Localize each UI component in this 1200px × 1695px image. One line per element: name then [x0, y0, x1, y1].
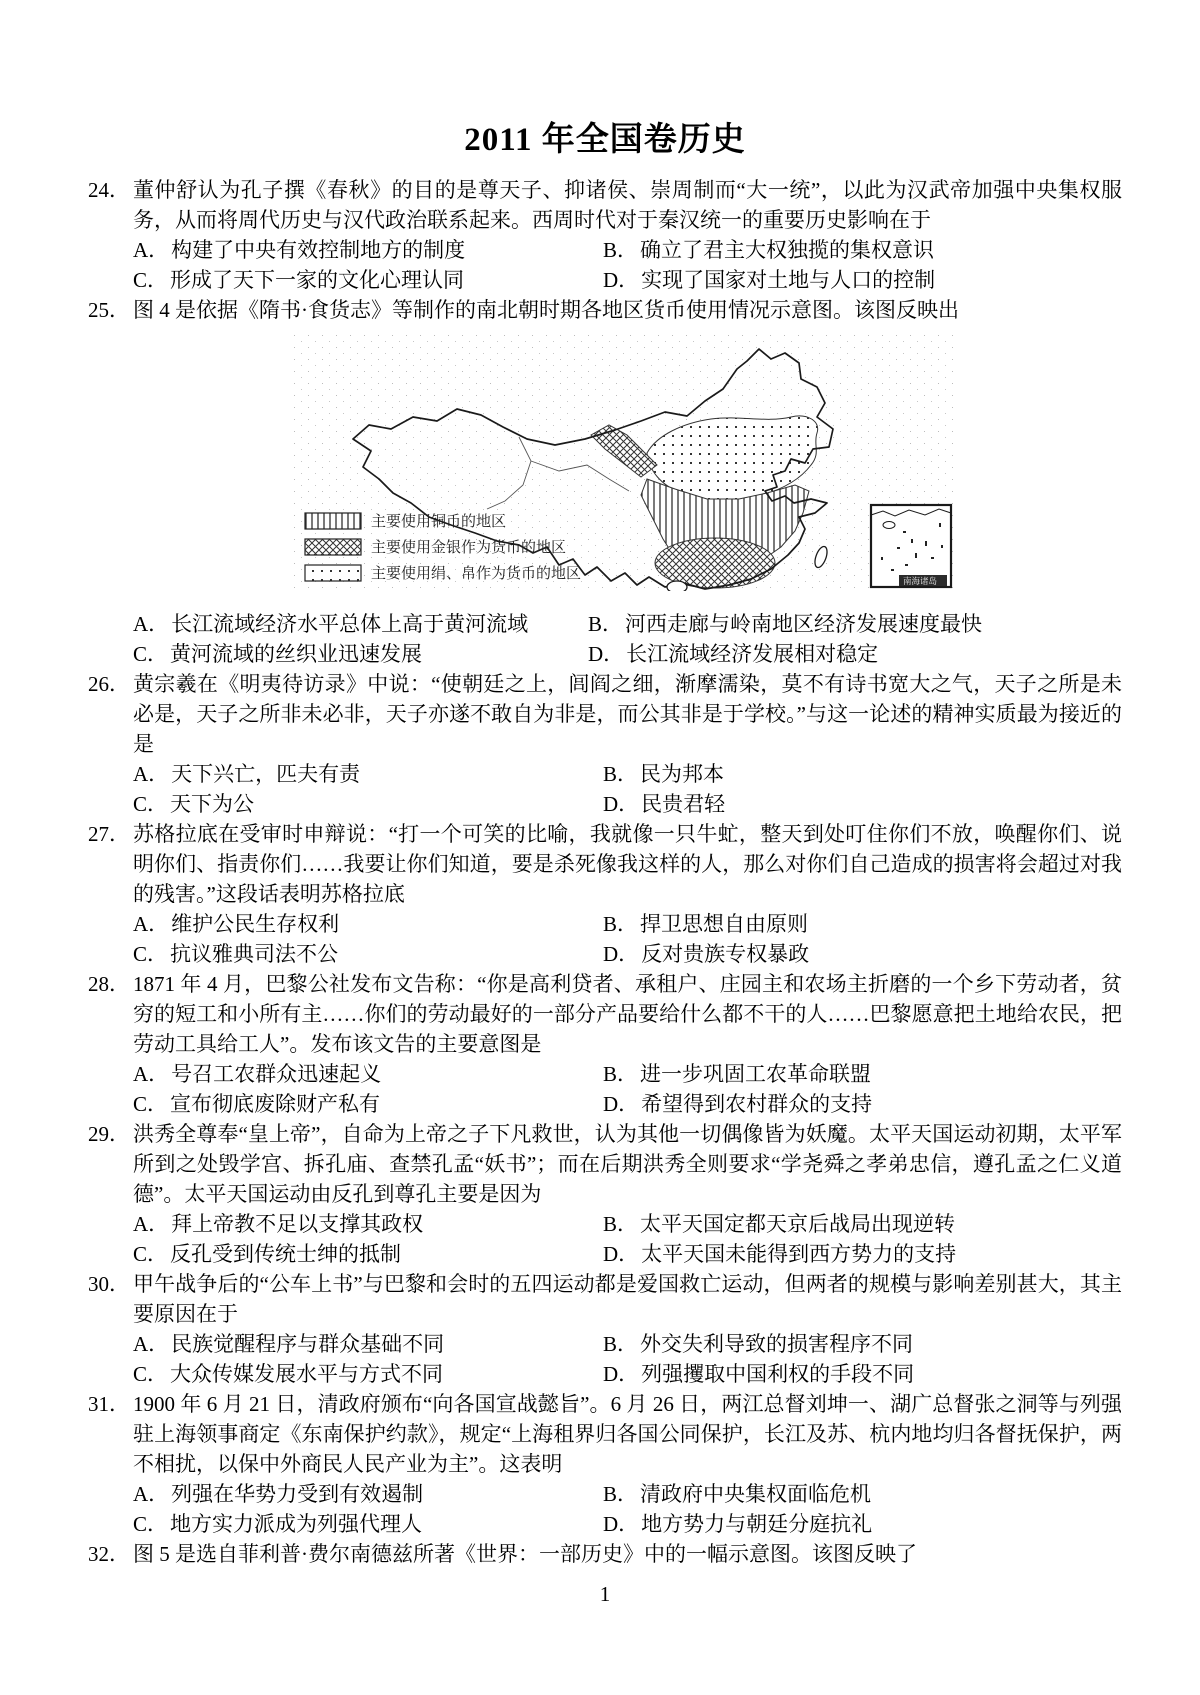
question-number: 27．: [88, 822, 130, 846]
question-stem: 洪秀全尊奉“皇上帝”，自命为上帝之子下凡救世，认为其他一切偶像皆为妖魔。太平天国运动初期，太平军所到之处毁学宫、拆孔庙、查禁孔孟“妖书”；而在后期洪秀全则要求“学尧舜之孝弟忠信，遵孔孟之仁义道德”。太平天国运动由反孔到尊孔主要是因为: [133, 1122, 1122, 1206]
option-text: 民为邦本: [640, 762, 725, 786]
option-text: 宣布彻底废除财产私有: [170, 1092, 381, 1116]
option-text: 太平天国未能得到西方势力的支持: [641, 1242, 957, 1266]
option-text: 天下为公: [170, 792, 255, 816]
question-number: 25．: [88, 298, 130, 322]
gold-silver-region-lingnan: [655, 538, 775, 588]
question-stem: 甲午战争后的“公车上书”与巴黎和会时的五四运动都是爱国救亡运动，但两者的规模与影响差别甚大，其主要原因在于: [133, 1272, 1122, 1326]
options: [133, 909, 1122, 969]
option-text: 反孔受到传统士绅的抵制: [170, 1242, 402, 1266]
legend-swatch-gold-silver: [305, 539, 361, 555]
option-d: D．列强攫取中国利权的手段不同: [603, 1362, 915, 1386]
question-stem: 图 5 是选自菲利普·费尔南德兹所著《世界：一部历史》中的一幅示意图。该图反映了: [133, 1542, 917, 1566]
question-27: [88, 819, 1122, 969]
question-number: 28．: [88, 972, 130, 996]
question-stem: 1871 年 4 月，巴黎公社发布文告称：“你是高利贷者、承租户、庄园主和农场主折磨的一个乡下劳动者，贫穷的短工和小所有主……你们的劳动最好的一部分产品要给什么都不干的人……巴黎愿意把土地给农民，把劳动工具给工人”。发布该文告的主要意图是: [133, 972, 1122, 1056]
legend-swatch-silk: [305, 565, 361, 581]
option-text: 号召工农群众迅速起义: [171, 1062, 382, 1086]
option-text: 天下兴亡，匹夫有责: [171, 762, 361, 786]
question-stem: 苏格拉底在受审时申辩说：“打一个可笑的比喻，我就像一只牛虻，整天到处叮住你们不放，唤醒你们、说明你们、指责你们……我要让你们知道，要是杀死像我这样的人，那么对你们自己造成的损害将会超过对我的残害。”这段话表明苏格拉底: [133, 822, 1122, 906]
option-text: 反对贵族专权暴政: [641, 942, 810, 966]
option-b: B．河西走廊与岭南地区经济发展速度最快: [588, 612, 983, 636]
option-a: A．号召工农群众迅速起义: [133, 1062, 382, 1086]
option-d: D．长江流域经济发展相对稳定: [588, 642, 879, 666]
map-figure: [291, 333, 1122, 599]
question-number: 24．: [88, 178, 130, 202]
question-32: [88, 1539, 1122, 1569]
option-text: 河西走廊与岭南地区经济发展速度最快: [625, 612, 983, 636]
option-text: 进一步巩固工农革命联盟: [640, 1062, 872, 1086]
option-text: 确立了君主大权独揽的集权意识: [640, 238, 935, 262]
option-text: 列强攫取中国利权的手段不同: [641, 1362, 915, 1386]
option-text: 构建了中央有效控制地方的制度: [171, 238, 466, 262]
option-text: 长江流域经济水平总体上高于黄河流域: [171, 612, 529, 636]
option-text: 太平天国定都天京后战局出现逆转: [640, 1212, 956, 1236]
options: [133, 759, 1122, 819]
option-text: 长江流域经济发展相对稳定: [626, 642, 879, 666]
options: [133, 235, 1122, 295]
legend-label-gold-silver: 主要使用金银作为货币的地区: [371, 540, 567, 556]
option-d: D．太平天国未能得到西方势力的支持: [603, 1242, 957, 1266]
inset-island: [883, 522, 895, 529]
inset-label: 南海诸岛: [903, 576, 938, 586]
question-stem: 黄宗羲在《明夷待访录》中说：“使朝廷之上，闾阎之细，渐摩濡染，莫不有诗书宽大之气，天子之所是未必是，天子之所非未必非，天子亦遂不敢自为非是，而公其非是于学校。”与这一论述的精神实质最为接近的是: [133, 672, 1122, 756]
option-a: A．长江流域经济水平总体上高于黄河流域: [133, 612, 529, 636]
question-30: [88, 1269, 1122, 1389]
option-text: 捍卫思想自由原则: [640, 912, 809, 936]
options: [133, 1059, 1122, 1119]
options: [133, 1209, 1122, 1269]
option-text: 抗议雅典司法不公: [170, 942, 339, 966]
options: [133, 609, 1122, 669]
option-c: C．形成了天下一家的文化心理认同: [133, 268, 465, 292]
option-d: D．民贵君轻: [603, 792, 726, 816]
question-stem: 董仲舒认为孔子撰《春秋》的目的是尊天子、抑诸侯、崇周制而“大一统”，以此为汉武帝加强中央集权服务，从而将周代历史与汉代政治联系起来。西周时代对于秦汉统一的重要历史影响在于: [133, 178, 1122, 232]
option-text: 民贵君轻: [641, 792, 726, 816]
options: [133, 1329, 1122, 1389]
page-title: 2011 年全国卷历史: [464, 122, 746, 158]
option-d: D．实现了国家对土地与人口的控制: [603, 268, 936, 292]
option-text: 外交失利导致的损害程序不同: [640, 1332, 914, 1356]
option-text: 民族觉醒程序与群众基础不同: [171, 1332, 445, 1356]
south-china-sea-inset: [871, 505, 951, 587]
question-29: [88, 1119, 1122, 1269]
question-28: [88, 969, 1122, 1119]
option-text: 维护公民生存权利: [171, 912, 340, 936]
option-text: 列强在华势力受到有效遏制: [171, 1482, 424, 1506]
option-c: C．抗议雅典司法不公: [133, 942, 339, 966]
options: [133, 1479, 1122, 1539]
option-b: B．太平天国定都天京后战局出现逆转: [603, 1212, 956, 1236]
option-b: B．民为邦本: [603, 762, 725, 786]
question-number: 31．: [88, 1392, 130, 1416]
china-currency-map: [291, 333, 956, 591]
legend-label-copper: 主要使用铜币的地区: [371, 514, 507, 530]
option-d: D．希望得到农村群众的支持: [603, 1092, 873, 1116]
option-c: C．黄河流域的丝织业迅速发展: [133, 642, 423, 666]
question-number: 29．: [88, 1122, 130, 1146]
option-text: 形成了天下一家的文化心理认同: [170, 268, 465, 292]
option-d: D．地方势力与朝廷分庭抗礼: [603, 1512, 873, 1536]
option-c: C．宣布彻底废除财产私有: [133, 1092, 381, 1116]
option-b: B．外交失利导致的损害程序不同: [603, 1332, 914, 1356]
option-a: A．列强在华势力受到有效遏制: [133, 1482, 424, 1506]
question-25: [88, 295, 1122, 669]
option-c: C．天下为公: [133, 792, 255, 816]
option-text: 希望得到农村群众的支持: [641, 1092, 873, 1116]
legend-label-silk: 主要使用绢、帛作为货币的地区: [371, 566, 582, 582]
page-number: 1: [599, 1582, 611, 1606]
option-a: A．拜上帝教不足以支撑其政权: [133, 1212, 424, 1236]
option-text: 地方势力与朝廷分庭抗礼: [641, 1512, 873, 1536]
option-text: 大众传媒发展水平与方式不同: [170, 1362, 444, 1386]
question-number: 30．: [88, 1272, 130, 1296]
legend-swatch-copper: [305, 513, 361, 529]
option-b: B．进一步巩固工农革命联盟: [603, 1062, 872, 1086]
option-b: B．捍卫思想自由原则: [603, 912, 809, 936]
option-a: A．构建了中央有效控制地方的制度: [133, 238, 466, 262]
option-text: 拜上帝教不足以支撑其政权: [171, 1212, 424, 1236]
question-31: [88, 1389, 1122, 1539]
option-b: B．确立了君主大权独揽的集权意识: [603, 238, 935, 262]
option-text: 清政府中央集权面临危机: [640, 1482, 872, 1506]
option-text: 实现了国家对土地与人口的控制: [641, 268, 936, 292]
question-26: [88, 669, 1122, 819]
option-c: C．反孔受到传统士绅的抵制: [133, 1242, 402, 1266]
hainan-island: [667, 581, 687, 591]
option-c: C．大众传媒发展水平与方式不同: [133, 1362, 444, 1386]
option-c: C．地方实力派成为列强代理人: [133, 1512, 423, 1536]
question-stem: 图 4 是依据《隋书·食货志》等制作的南北朝时期各地区货币使用情况示意图。该图反映出: [133, 298, 959, 322]
option-text: 黄河流域的丝织业迅速发展: [170, 642, 423, 666]
question-number: 32．: [88, 1542, 130, 1566]
option-b: B．清政府中央集权面临危机: [603, 1482, 872, 1506]
question-number: 26．: [88, 672, 130, 696]
option-text: 地方实力派成为列强代理人: [170, 1512, 423, 1536]
option-a: A．天下兴亡，匹夫有责: [133, 762, 361, 786]
option-a: A．民族觉醒程序与群众基础不同: [133, 1332, 445, 1356]
question-stem: 1900 年 6 月 21 日，清政府颁布“向各国宣战懿旨”。6 月 26 日，两江总督刘坤一、湖广总督张之洞等与列强驻上海领事商定《东南保护约款》，规定“上海租界归各国公同保护，长江及苏、杭内地均归各督抚保护，两不相扰，以保中外商民人民产业为主”。这表明: [133, 1392, 1122, 1476]
question-24: [88, 175, 1122, 295]
option-a: A．维护公民生存权利: [133, 912, 340, 936]
option-d: D．反对贵族专权暴政: [603, 942, 810, 966]
